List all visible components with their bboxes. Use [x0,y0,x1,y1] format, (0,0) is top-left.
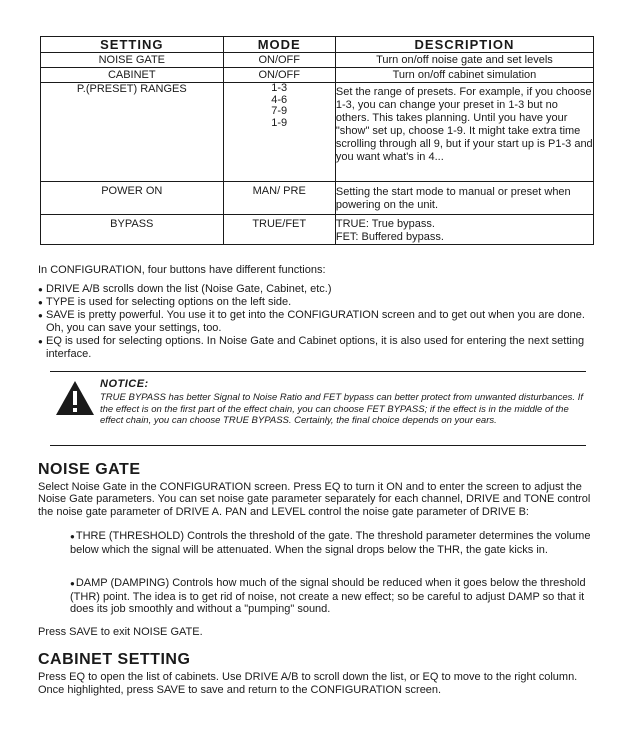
column-header-setting: SETTING [41,37,224,53]
table-row [41,68,594,83]
description-line: FET: Buffered bypass. [335,231,444,243]
setting-cell: BYPASS [41,215,224,245]
description-cell: Turn on/off cabinet simulation [335,68,593,83]
noise-gate-intro: Select Noise Gate in the CONFIGURATION screen. Press EQ to turn it ON and to enter the screen to adjust the Noise Gate parameters. You can set noise gate parameter separately for each channel, DRIVE and TONE control the noise gate parameter of DRIVE A. PAN and LEVEL control the noise gate parameter of DRIVE B: [38,481,591,518]
table-row [41,215,594,245]
table-row [41,83,594,182]
notice-bottom-divider [50,445,586,446]
mode-cell [223,83,335,182]
column-header-description: DESCRIPTION [335,37,593,53]
setting-cell: NOISE GATE [41,53,224,68]
damping-description [70,577,592,616]
list-item: ● TYPE is used for selecting options on the left side. [38,296,600,309]
noise-gate-exit: Press SAVE to exit NOISE GATE. [38,626,203,638]
column-header-mode: MODE [223,37,335,53]
description-cell [335,215,593,245]
notice-top-divider [50,371,586,372]
threshold-detail: The threshold parameter determines the volume below which the signal will be attenuated. When the signal drops below the THR, the gate kicks in. [70,530,591,556]
cabinet-text: Press EQ to open the list of cabinets. Use DRIVE A/B to scroll down the list, or EQ to move to the right column. Once highlighted, press SAVE to save and return to the CONFIGURATION screen. [38,671,578,696]
description-line: TRUE: True bypass. [335,218,435,230]
list-item: ● SAVE is pretty powerful. You use it to get into the CONFIGURATION screen and to get out when you are done. Oh, you can save your settings, too. [38,309,600,335]
range-value: 7-9 [271,105,288,117]
configuration-intro: In CONFIGURATION, four buttons have different functions: [38,264,326,276]
table-row [41,53,594,68]
warning-triangle-icon [55,380,95,416]
mode-cell: ON/OFF [223,53,335,68]
description-cell: Turn on/off noise gate and set levels [335,53,593,68]
configuration-button-list [38,283,600,361]
setting-cell: POWER ON [41,182,224,215]
range-value: 4-6 [271,93,288,106]
notice-body: TRUE BYPASS has better Signal to Noise Ratio and FET bypass can better protect from unwanted disturbances. If the effect is on the first part of the effect chain, you can choose FET BYPASS; if the effect is in the middle of the effect chain, you can choose TRUE BYPASS. Certainly, the final choice depends on your ears. [100,392,583,426]
notice-title: NOTICE: [100,378,149,390]
setting-cell: P.(PRESET) RANGES [41,83,224,182]
list-item: ● EQ is used for selecting options. In Noise Gate and Cabinet options, it is also used for entering the next setting interface. [38,335,600,361]
settings-table [40,36,594,245]
description-cell: Setting the start mode to manual or preset when powering on the unit. [335,182,593,215]
table-row [41,182,594,215]
threshold-description [70,530,592,556]
range-value: 1-9 [271,116,288,129]
list-item: ● DRIVE A/B scrolls down the list (Noise Gate, Cabinet, etc.) [38,283,600,296]
table-header-row [41,37,594,53]
threshold-lead: ● THRE (THRESHOLD) Controls the threshold of the gate. [70,530,353,542]
mode-cell: MAN/ PRE [223,182,335,215]
damping-detail: The idea is to get rid of noise, not create a new effect; so be careful to adjust DAMP so that it does its job smoothly and without a "pumping" sound. [70,590,585,615]
range-value: 1-3 [271,82,288,94]
damping-lead: ● DAMP (DAMPING) Controls how much of the signal should be reduced when it goes below the threshold (THR) point. [70,577,586,603]
noise-gate-heading: NOISE GATE [38,461,141,478]
description-cell: Set the range of presets. For example, if you choose 1-3, you can change your preset in 1-3 but no others. This takes planning. Until you have your "show" set up, choose 1-9. It might take extra time scrolling through all 9, but if your start up is P1-3 and you want what's in 4... [335,83,593,182]
mode-cell: TRUE/FET [223,215,335,245]
cabinet-heading: CABINET SETTING [38,651,191,668]
mode-cell: ON/OFF [223,68,335,83]
setting-cell: CABINET [41,68,224,83]
